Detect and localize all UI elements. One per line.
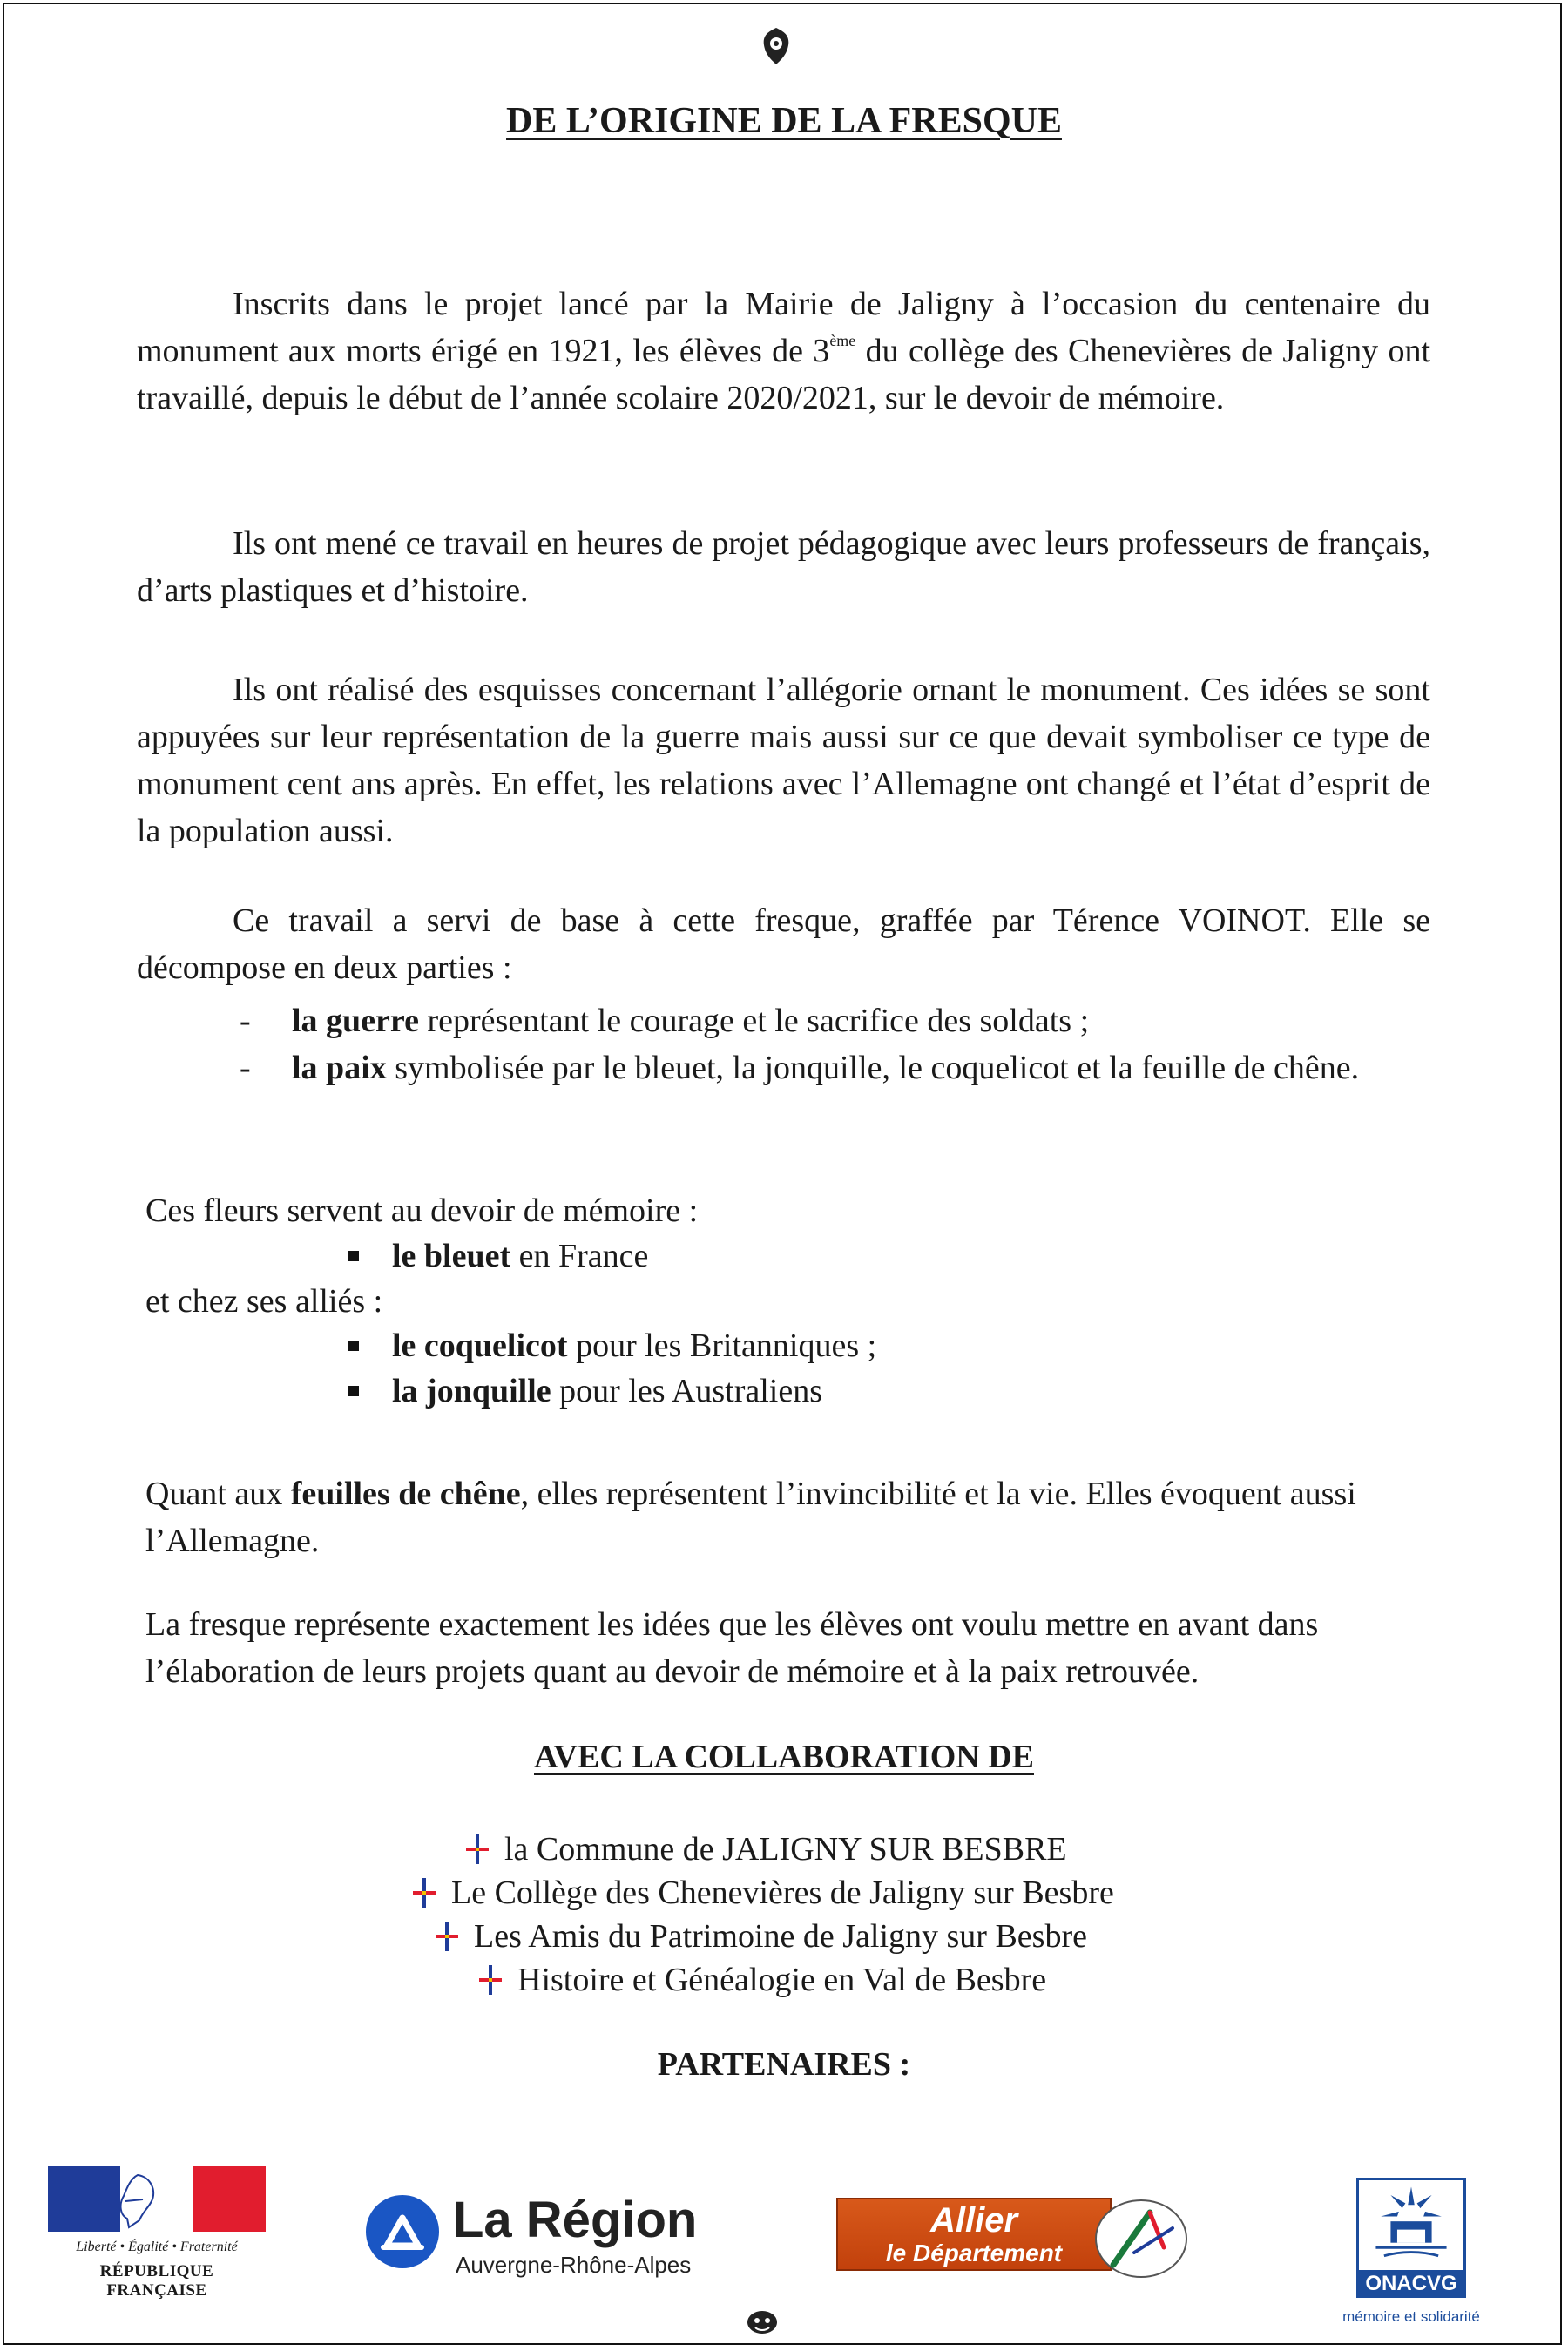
- paragraph-1-end: du collège des Chenevières de Jaligny ont travaillé, depuis le début de l’année scolaire 2020/2021, sur le devoir de mémoire.: [137, 333, 1431, 416]
- flower-coquelicot-text: pour les Britanniques ;: [567, 1328, 877, 1364]
- collaborator-college: Le Collège des Chenevières de Jaligny sur Besbre: [451, 1875, 1114, 1911]
- onacvg-logo: [1311, 2178, 1511, 2343]
- onacvg-bleuet-icon: [1359, 2180, 1463, 2267]
- collaborator-item: [436, 1915, 1087, 1958]
- region-circle-icon: [366, 2195, 439, 2268]
- flower-jonquille-bold: la jonquille: [392, 1373, 551, 1409]
- cross-bullet-icon: [413, 1878, 436, 1908]
- list-item: [344, 1368, 876, 1414]
- ornament-top-icon: [759, 26, 794, 66]
- part-peace-bold: la paix: [292, 1050, 387, 1086]
- oak-bold: feuilles de chêne: [290, 1476, 521, 1512]
- flower-bleuet-bold: le bleuet: [392, 1238, 511, 1274]
- allier-swoosh-icon: [1089, 2193, 1202, 2280]
- collaboration-heading: [0, 1738, 1568, 1776]
- partners-heading: [0, 2045, 1568, 2084]
- cross-bullet-icon: [436, 1922, 458, 1951]
- part-peace-text: symbolisée par le bleuet, la jonquille, le coquelicot et la feuille de chêne.: [386, 1050, 1360, 1086]
- paragraph-4: Ce travail a servi de base à cette fresque, graffée par Térence VOINOT. Elle se décompose en deux parties :: [137, 902, 1430, 986]
- allier-name: Allier: [929, 2201, 1018, 2240]
- collaborator-item: [413, 1871, 1114, 1915]
- part-war-bold: la guerre: [292, 1003, 419, 1039]
- paragraph-3: Ils ont réalisé des esquisses concernant l’allégorie ornant le monument. Ces idées se sont appuyées sur leur représentation de la guerre mais aussi sur ce que devait symboliser ce type de monument cent ans après. En effet, les relations avec l’Allemagne ont changé et l’état d’esprit de la population aussi.: [137, 672, 1430, 849]
- republique-francaise-logo: [48, 2166, 266, 2300]
- conclusion-paragraph: La fresque représente exactement les idées que les élèves ont voulu mettre en avant dans l’élaboration de leurs projets quant au devoir de mémoire et à la paix retrouvée.: [145, 1606, 1319, 1690]
- part-war-text: représentant le courage et le sacrifice des soldats ;: [418, 1003, 1090, 1039]
- paragraph-1-start: Inscrits dans le projet lancé par la Mairie de Jaligny à l’occasion du centenaire du monument aux morts érigé en 1921, les élèves de 3: [137, 286, 1430, 369]
- collaborator-commune: la Commune de JALIGNY SUR BESBRE: [504, 1831, 1067, 1868]
- marianne-flag-icon: [48, 2166, 266, 2232]
- allies-flower-list: [344, 1323, 876, 1414]
- republique-motto: Liberté • Égalité • Fraternité: [76, 2240, 238, 2254]
- collaborator-amis-patrimoine: Les Amis du Patrimoine de Jaligny sur Besbre: [474, 1918, 1087, 1955]
- flower-jonquille-text: pour les Australiens: [551, 1373, 823, 1409]
- allier-banner: [836, 2198, 1112, 2271]
- superscript-eme: ème: [829, 332, 856, 349]
- la-region-logo: [366, 2191, 732, 2278]
- allier-subtitle: le Département: [885, 2240, 1063, 2267]
- collaboration-heading-text: AVEC LA COLLABORATION DE: [534, 1739, 1034, 1775]
- document-title-text: DE L’ORIGINE DE LA FRESQUE: [506, 101, 1062, 141]
- oak-paragraph: [145, 1470, 1409, 1564]
- cross-bullet-icon: [479, 1965, 502, 1995]
- oak-before: Quant aux: [145, 1476, 291, 1512]
- flower-bleuet-text: en France: [510, 1238, 649, 1274]
- collaborator-item: [466, 1827, 1067, 1871]
- onacvg-tagline: mémoire et solidarité: [1342, 2308, 1480, 2325]
- france-flower-list: [344, 1233, 648, 1279]
- paragraph-1: [137, 280, 1430, 422]
- list-item: - la paix symbolisée par le bleuet, la jonquille, le coquelicot et la feuille de chêne.: [240, 1050, 1360, 1086]
- region-name: La Région: [453, 2192, 698, 2248]
- allies-intro: et chez ses alliés :: [145, 1283, 383, 1320]
- oak-after: , elles représentent l’invincibilité et la vie. Elles évoquent aussi l’Allemagne.: [145, 1476, 1356, 1559]
- onacvg-name: ONACVG: [1356, 2270, 1466, 2298]
- collaborator-histoire-genealogie: Histoire et Généalogie en Val de Besbre: [517, 1962, 1047, 1998]
- paragraph-2: Ils ont mené ce travail en heures de projet pédagogique avec leurs professeurs de français, d’arts plastiques et d’histoire.: [137, 525, 1430, 609]
- fresque-parts-list: [235, 997, 1433, 1091]
- region-subtitle: Auvergne-Rhône-Alpes: [456, 2252, 692, 2278]
- document-title: [0, 100, 1568, 142]
- list-item: [344, 1233, 648, 1279]
- list-item: - la guerre représentant le courage et le sacrifice des soldats ;: [240, 1003, 1090, 1039]
- allier-departement-logo: [836, 2193, 1211, 2280]
- list-item: [344, 1323, 876, 1368]
- flowers-intro: Ces fleurs servent au devoir de mémoire :: [145, 1192, 699, 1229]
- flower-coquelicot-bold: le coquelicot: [392, 1328, 568, 1364]
- partners-heading-text: PARTENAIRES :: [657, 2046, 911, 2083]
- collaborator-item: [479, 1958, 1046, 2002]
- ornament-bottom-icon: [745, 2307, 780, 2336]
- cross-bullet-icon: [466, 1834, 489, 1864]
- republique-name: RÉPUBLIQUE FRANÇAISE: [99, 2262, 214, 2300]
